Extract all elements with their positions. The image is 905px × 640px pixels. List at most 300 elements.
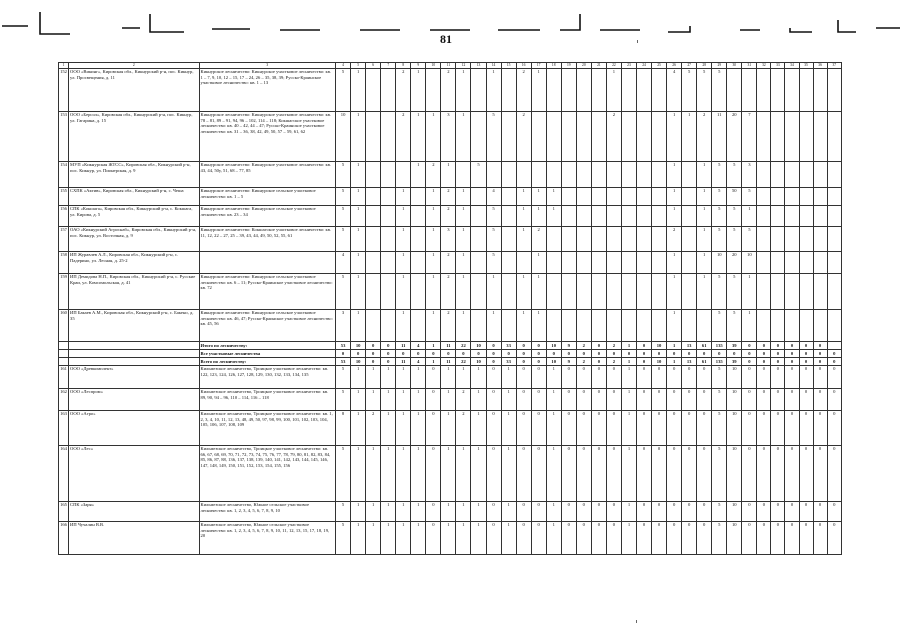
value-cell [827, 252, 841, 274]
row-number: 165 [59, 502, 69, 522]
value-cell: 1 [697, 227, 712, 252]
value-cell: 0 [799, 411, 813, 446]
forestry-cell: Кикнурское лесничество: Кикнурское сельское участковое лесничество: кв. 23 – 34 [199, 206, 336, 227]
column-number: 11 [441, 63, 456, 69]
value-cell: 5 [712, 502, 727, 522]
value-cell: 0 [771, 502, 785, 522]
value-cell: 0 [426, 389, 441, 411]
value-cell: 0 [785, 389, 799, 411]
organization-cell: ООО «Леспром» [69, 389, 200, 411]
value-cell [501, 69, 516, 112]
value-cell: 0 [591, 342, 606, 350]
value-cell: 0 [501, 350, 516, 358]
value-cell: 1 [381, 389, 396, 411]
value-cell: 1 [546, 411, 561, 446]
value-cell [501, 188, 516, 206]
value-cell: 1 [531, 188, 546, 206]
value-cell [682, 227, 697, 252]
value-cell: 2 [697, 112, 712, 162]
column-number: 24 [636, 63, 651, 69]
value-cell: 1 [351, 366, 366, 389]
value-cell: 0 [561, 411, 576, 446]
value-cell: 0 [636, 366, 651, 389]
column-number: 20 [576, 63, 591, 69]
column-number: 18 [546, 63, 561, 69]
value-cell: 1 [667, 252, 682, 274]
value-cell [771, 162, 785, 188]
value-cell: 0 [827, 411, 841, 446]
value-cell: 0 [366, 342, 381, 350]
value-cell: 1 [411, 162, 426, 188]
value-cell [591, 206, 606, 227]
value-cell: 0 [813, 502, 827, 522]
value-cell [501, 274, 516, 310]
value-cell: 0 [667, 350, 682, 358]
value-cell: 0 [667, 411, 682, 446]
row-number: 152 [59, 69, 69, 112]
value-cell: 0 [712, 350, 727, 358]
value-cell: 1 [606, 69, 621, 112]
value-cell: 1 [411, 446, 426, 502]
column-number: 17 [531, 63, 546, 69]
value-cell: 10 [351, 358, 366, 366]
column-number: 13 [471, 63, 486, 69]
value-cell: 10 [727, 411, 742, 446]
column-number: 21 [591, 63, 606, 69]
value-cell [411, 274, 426, 310]
value-cell [576, 252, 591, 274]
row-number: 162 [59, 389, 69, 411]
value-cell: 1 [351, 310, 366, 342]
value-cell: 0 [785, 350, 799, 358]
value-cell: 1 [667, 310, 682, 342]
value-cell: 4 [411, 358, 426, 366]
value-cell: 1 [621, 358, 636, 366]
value-cell [606, 227, 621, 252]
value-cell: 1 [621, 389, 636, 411]
value-cell [799, 69, 813, 112]
value-cell [591, 274, 606, 310]
value-cell [561, 252, 576, 274]
value-cell: 5 [727, 162, 742, 188]
value-cell: 0 [813, 350, 827, 358]
value-cell: 0 [531, 411, 546, 446]
value-cell: 1 [471, 411, 486, 446]
value-cell: 0 [771, 411, 785, 446]
value-cell [516, 252, 531, 274]
value-cell: 1 [366, 522, 381, 555]
value-cell: 11 [441, 358, 456, 366]
value-cell [471, 188, 486, 206]
value-cell [757, 112, 771, 162]
value-cell [576, 274, 591, 310]
value-cell [366, 310, 381, 342]
value-cell [652, 252, 667, 274]
value-cell: 0 [757, 389, 771, 411]
value-cell: 1 [667, 342, 682, 350]
value-cell [827, 69, 841, 112]
value-cell: 5 [712, 366, 727, 389]
value-cell [621, 162, 636, 188]
value-cell [652, 206, 667, 227]
value-cell: 1 [411, 389, 426, 411]
value-cell: 1 [441, 389, 456, 411]
value-cell: 1 [441, 522, 456, 555]
forestry-cell [199, 252, 336, 274]
value-cell [757, 162, 771, 188]
value-cell: 1 [531, 252, 546, 274]
value-cell [561, 227, 576, 252]
value-cell: 1 [456, 112, 471, 162]
value-cell: 0 [411, 350, 426, 358]
value-cell [771, 112, 785, 162]
value-cell: 10 [471, 358, 486, 366]
value-cell [501, 206, 516, 227]
value-cell: 1 [426, 252, 441, 274]
value-cell [411, 227, 426, 252]
value-cell: 1 [456, 502, 471, 522]
value-cell [366, 252, 381, 274]
value-cell: 1 [742, 310, 757, 342]
value-cell: 0 [667, 502, 682, 522]
value-cell: 1 [667, 358, 682, 366]
value-cell: 1 [351, 206, 366, 227]
value-cell: 0 [606, 350, 621, 358]
value-cell: 2 [531, 227, 546, 252]
value-cell: 1 [426, 188, 441, 206]
value-cell: 10 [727, 446, 742, 502]
value-cell: 0 [516, 446, 531, 502]
value-cell [486, 162, 501, 188]
value-cell [621, 310, 636, 342]
value-cell: 0 [757, 522, 771, 555]
value-cell: 0 [486, 389, 501, 411]
value-cell: 0 [771, 350, 785, 358]
value-cell: 1 [471, 522, 486, 555]
value-cell: 1 [621, 342, 636, 350]
value-cell [411, 310, 426, 342]
value-cell: 0 [591, 358, 606, 366]
value-cell: 5 [712, 162, 727, 188]
value-cell: 0 [827, 350, 841, 358]
value-cell [799, 206, 813, 227]
value-cell: 0 [591, 366, 606, 389]
value-cell: 1 [411, 411, 426, 446]
row-number [59, 358, 69, 366]
value-cell [771, 274, 785, 310]
table-row [59, 411, 842, 446]
table-row [59, 274, 842, 310]
value-cell: 0 [799, 350, 813, 358]
value-cell: 0 [531, 389, 546, 411]
value-cell: 1 [456, 69, 471, 112]
value-cell: 1 [486, 310, 501, 342]
value-cell: 5 [336, 389, 351, 411]
totals-label: Итого по лесничеству: [199, 342, 336, 350]
value-cell [591, 188, 606, 206]
forestry-cell: Кильмезское лесничество, Южное сельское участковое лесничество: кв. 1, 2, 3, 4, 5, 6, 7, 8, 9, 10 [199, 502, 336, 522]
value-cell: 10 [336, 112, 351, 162]
value-cell: 5 [336, 188, 351, 206]
value-cell: 1 [366, 389, 381, 411]
value-cell: 33 [501, 358, 516, 366]
value-cell: 0 [697, 411, 712, 446]
organization-cell: ООО «Берсол», Кировская обл., Кикнурский р-н, пос. Кикнур, ул. Гагарина, д. 15 [69, 112, 200, 162]
value-cell: 13 [682, 358, 697, 366]
column-number: 15 [501, 63, 516, 69]
row-number: 157 [59, 227, 69, 252]
table-row [59, 227, 842, 252]
value-cell: 11 [712, 112, 727, 162]
value-cell: 1 [351, 188, 366, 206]
row-number: 163 [59, 411, 69, 446]
value-cell: 1 [456, 227, 471, 252]
value-cell: 1 [697, 206, 712, 227]
value-cell [501, 252, 516, 274]
value-cell: 1 [366, 446, 381, 502]
value-cell [827, 342, 841, 350]
value-cell [381, 69, 396, 112]
value-cell: 1 [697, 274, 712, 310]
value-cell: 2 [426, 162, 441, 188]
value-cell: 5 [486, 206, 501, 227]
organization-cell: ООО «Викинг», Кировская обл., Кикнурский р-н, пос. Кикнур, ул. Просвещения, д. 11 [69, 69, 200, 112]
value-cell [799, 112, 813, 162]
value-cell: 1 [456, 252, 471, 274]
value-cell [471, 227, 486, 252]
value-cell: 5 [742, 188, 757, 206]
value-cell: 1 [426, 206, 441, 227]
value-cell: 1 [486, 274, 501, 310]
value-cell: 1 [621, 411, 636, 446]
value-cell [501, 162, 516, 188]
value-cell [606, 162, 621, 188]
organization-cell [69, 342, 200, 350]
value-cell [771, 188, 785, 206]
value-cell: 1 [456, 206, 471, 227]
value-cell: 1 [366, 366, 381, 389]
value-cell [606, 188, 621, 206]
value-cell: 0 [682, 522, 697, 555]
row-number: 154 [59, 162, 69, 188]
value-cell: 0 [426, 366, 441, 389]
value-cell: 1 [531, 69, 546, 112]
value-cell: 2 [667, 227, 682, 252]
value-cell [471, 252, 486, 274]
value-cell: 0 [531, 366, 546, 389]
value-cell: 0 [652, 502, 667, 522]
value-cell: 0 [813, 366, 827, 389]
value-cell: 0 [606, 446, 621, 502]
value-cell [576, 188, 591, 206]
value-cell: 4 [486, 188, 501, 206]
column-number: 14 [486, 63, 501, 69]
value-cell: 0 [591, 411, 606, 446]
value-cell: 0 [799, 446, 813, 502]
forestry-cell: Кикнурское лесничество: Кикнурское участковое лесничество: кв. 78 – 81, 89 – 91, 94, 96 – 102, 114 – 118; Кокшагское участковое лесничество: кв. 40 – 42, 44 – 47; Русско-Краинское участковое лесничество: кв. 31 – 36, 38, 42, 49, 50, 57 – 59, 61, 62 [199, 112, 336, 162]
value-cell [636, 188, 651, 206]
value-cell [652, 310, 667, 342]
table-row [59, 389, 842, 411]
value-cell: 0 [652, 446, 667, 502]
value-cell: 1 [471, 389, 486, 411]
value-cell: 0 [486, 411, 501, 446]
value-cell: 11 [441, 342, 456, 350]
value-cell [516, 162, 531, 188]
value-cell: 1 [697, 162, 712, 188]
value-cell: 3 [441, 112, 456, 162]
value-cell [621, 252, 636, 274]
organization-cell: ИП Бакаев А.М., Кировская обл., Кикнурский р-н, с. Бакено, д. 35 [69, 310, 200, 342]
value-cell [561, 188, 576, 206]
value-cell: 0 [636, 411, 651, 446]
value-cell [366, 162, 381, 188]
value-cell: 1 [501, 446, 516, 502]
value-cell: 1 [516, 310, 531, 342]
value-cell: 0 [652, 411, 667, 446]
value-cell: 1 [426, 358, 441, 366]
value-cell [576, 162, 591, 188]
table-row [59, 252, 842, 274]
value-cell: 0 [636, 342, 651, 350]
value-cell: 0 [456, 350, 471, 358]
value-cell: 0 [742, 350, 757, 358]
value-cell [813, 206, 827, 227]
value-cell: 0 [561, 522, 576, 555]
value-cell [771, 69, 785, 112]
value-cell: 0 [561, 446, 576, 502]
value-cell: 22 [456, 358, 471, 366]
row-number: 161 [59, 366, 69, 389]
value-cell [576, 206, 591, 227]
value-cell [813, 112, 827, 162]
value-cell: 1 [456, 366, 471, 389]
value-cell: 1 [682, 112, 697, 162]
table-row [59, 112, 842, 162]
value-cell [799, 188, 813, 206]
value-cell: 0 [336, 350, 351, 358]
value-cell [621, 274, 636, 310]
value-cell [546, 69, 561, 112]
forestry-cell: Кикнурское лесничество: Кикнурское сельское участковое лесничество: кв. 46, 47; Русско-Краинское участковое лесничество: кв. 45, 56 [199, 310, 336, 342]
value-cell: 0 [742, 358, 757, 366]
value-cell [813, 310, 827, 342]
value-cell [757, 227, 771, 252]
scan-mark [636, 620, 637, 623]
value-cell [636, 206, 651, 227]
value-cell [546, 227, 561, 252]
value-cell [606, 274, 621, 310]
value-cell: 1 [546, 206, 561, 227]
value-cell: 0 [799, 389, 813, 411]
value-cell: 4 [667, 69, 682, 112]
value-cell [576, 112, 591, 162]
value-cell: 20 [727, 112, 742, 162]
value-cell: 1 [351, 522, 366, 555]
value-cell: 0 [486, 366, 501, 389]
value-cell [531, 112, 546, 162]
value-cell: 1 [621, 502, 636, 522]
value-cell: 5 [712, 227, 727, 252]
value-cell: 1 [366, 502, 381, 522]
value-cell: 1 [396, 274, 411, 310]
value-cell: 1 [351, 446, 366, 502]
value-cell: 5 [727, 227, 742, 252]
value-cell [813, 227, 827, 252]
value-cell: 1 [546, 502, 561, 522]
value-cell [785, 310, 799, 342]
value-cell [813, 252, 827, 274]
table-row [59, 310, 842, 342]
value-cell: 1 [742, 274, 757, 310]
value-cell: 2 [441, 252, 456, 274]
value-cell: 0 [727, 350, 742, 358]
value-cell: 1 [411, 112, 426, 162]
value-cell: 0 [396, 350, 411, 358]
forestry-cell: Кикнурское лесничество: Кикнурское участковое лесничество: кв. 43, 44, 50у, 51, 68 – 77, 85 [199, 162, 336, 188]
totals-row [59, 358, 842, 366]
value-cell: 1 [546, 446, 561, 502]
value-cell: 1 [351, 252, 366, 274]
value-cell: 0 [576, 389, 591, 411]
value-cell [546, 162, 561, 188]
value-cell: 0 [531, 358, 546, 366]
value-cell: 5 [712, 274, 727, 310]
value-cell [636, 227, 651, 252]
column-number: 8 [396, 63, 411, 69]
table-row [59, 366, 842, 389]
value-cell [561, 69, 576, 112]
row-number: 155 [59, 188, 69, 206]
value-cell: 0 [516, 350, 531, 358]
value-cell [576, 227, 591, 252]
value-cell [381, 274, 396, 310]
value-cell: 1 [411, 366, 426, 389]
value-cell [785, 162, 799, 188]
forest-register-table [58, 62, 842, 555]
value-cell [771, 206, 785, 227]
totals-row [59, 342, 842, 350]
value-cell: 0 [757, 366, 771, 389]
value-cell [827, 162, 841, 188]
value-cell: 0 [561, 502, 576, 522]
value-cell: 61 [697, 358, 712, 366]
value-cell [366, 227, 381, 252]
value-cell: 5 [486, 227, 501, 252]
value-cell: 2 [606, 358, 621, 366]
value-cell: 2 [396, 69, 411, 112]
value-cell: 1 [456, 522, 471, 555]
value-cell: 10 [652, 358, 667, 366]
value-cell: 0 [785, 502, 799, 522]
column-number: 22 [606, 63, 621, 69]
value-cell: 0 [799, 358, 813, 366]
value-cell [636, 310, 651, 342]
value-cell: 0 [636, 389, 651, 411]
value-cell: 1 [351, 502, 366, 522]
value-cell: 0 [606, 411, 621, 446]
value-cell: 1 [411, 502, 426, 522]
value-cell: 0 [667, 522, 682, 555]
value-cell: 5 [712, 522, 727, 555]
value-cell [827, 188, 841, 206]
value-cell: 10 [712, 252, 727, 274]
value-cell: 5 [471, 162, 486, 188]
value-cell: 1 [381, 522, 396, 555]
value-cell: 2 [516, 69, 531, 112]
value-cell [471, 69, 486, 112]
column-number: 9 [411, 63, 426, 69]
